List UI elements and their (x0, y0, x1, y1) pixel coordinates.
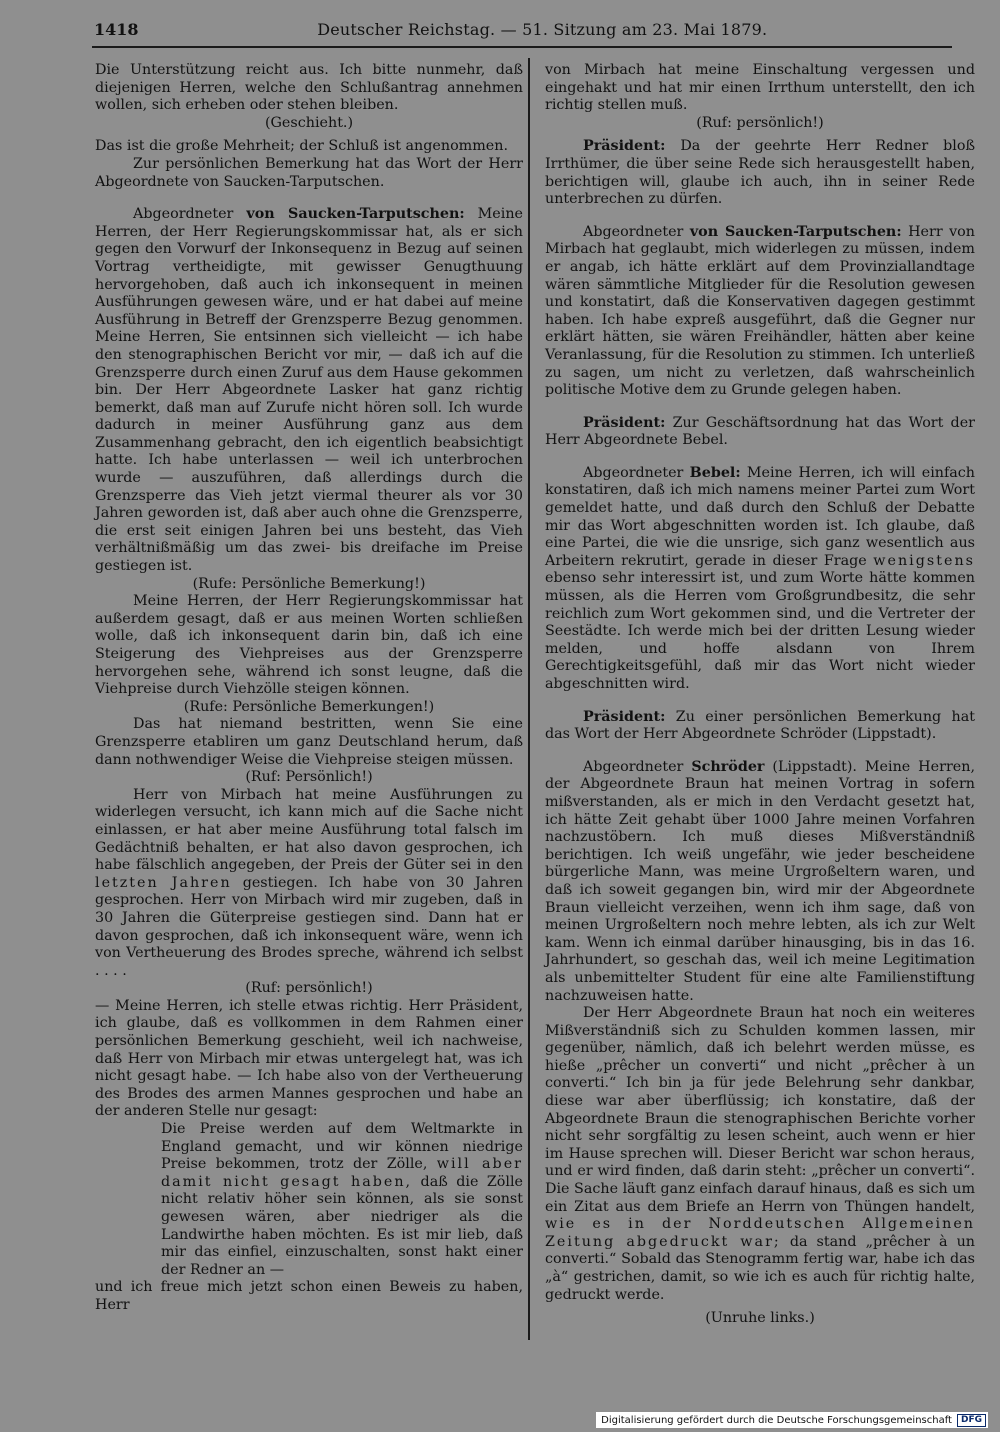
paragraph: — Meine Herren, ich stelle etwas richtig. Herr Präsident, ich glaube, daß es vollkommen in dem Rahmen einer persönlichen Bemerkung geschieht, weil ich nachweise, daß Herr von Mirbach mir etwas untergelegt hat, was ich nicht gesagt habe. — Ich habe also von der Vertheuerung des Brodes des armen Mannes gesprochen und habe an der anderen Stelle nur gesagt: (95, 997, 523, 1120)
text-run: Herr von Mirbach hat meine Ausführungen zu widerlegen versucht, ich kann mich auf die Sache nicht einlassen, er hat aber meine Ausführung total falsch im Gedächtniß behalten, er hat also davon gesprochen, ich habe fälschlich angegeben, der Preis der Güter sei in den (95, 786, 523, 874)
speaker-name: Präsident: (583, 708, 666, 725)
speaker-prefix: Abgeordneter (583, 223, 684, 240)
speaker-prefix: Abgeordneter (583, 758, 684, 775)
speech-paragraph (545, 759, 975, 1005)
interjection: (Unruhe links.) (705, 1310, 815, 1327)
speech-paragraph (545, 415, 975, 450)
speaker-name: Schröder (691, 758, 765, 775)
interjection: (Ruf: persönlich!) (245, 980, 373, 997)
paragraph (95, 787, 523, 981)
paragraph: Das ist die große Mehrheit; der Schluß ist angenommen. (95, 138, 508, 155)
text-run: gestiegen. Ich habe von 30 Jahren gesprochen. Herr von Mirbach wird mir zugeben, daß in 30 Jahren die Güterpreise gestiegen sind. Dann hat er davon gesprochen, daß ich inkonsequent wäre, wenn ich von Vertheuerung des Brodes spreche, während ich selbst . . . . (95, 874, 523, 979)
interjection: (Ruf: Persönlich!) (245, 769, 373, 786)
speech-text: Zur Geschäftsordnung hat das Wort der Herr Abgeordnete Bebel. (545, 414, 976, 449)
paragraph: von Mirbach hat meine Einschaltung vergessen und eingehakt und hat mir einen Irrthum unterstellt, den ich richtig stellen muß. (545, 62, 975, 114)
speaker-name: Präsident: (583, 414, 666, 431)
interjection: (Geschieht.) (264, 114, 354, 131)
emphasis-text: wenigstens (873, 552, 975, 569)
emphasis-text: letzten Jahren (95, 874, 232, 891)
dfg-logo: DFG (957, 1414, 986, 1427)
speech-text: ebenso sehr interessirt ist, und zum Worte hätte kommen müssen, als die Herren vom Großgrundbesitz, die sehr reichlich zum Wort gekommen sind, und die Vertreter der Seestädte. Ich werde mich bei der dritten Lesung wieder melden, und hoffe alsdann von Ihrem Gerechtigkeitsgefühl, daß mir das Wort nicht wieder abgeschnitten wird. (545, 570, 975, 692)
speech-text: Meine Herren, ich will einfach konstatiren, daß ich mich namens meiner Partei zum Wort gemeldet hatte, und daß durch den Schluß der Debatte mir das Wort abgeschnitten worden ist. Ich glaube, daß eine Partei, die wie die unsrige, sich ganz wesentlich aus Arbeitern rekrutirt, gerade in dieser Frage (545, 464, 976, 569)
speech-paragraph (545, 465, 975, 694)
digitization-credit (596, 1412, 988, 1428)
paragraph: Das hat niemand bestritten, wenn Sie eine Grenzsperre etabliren um ganz Deutschland herum, daß dann nothwendiger Weise die Viehpreise steigen müssen. (95, 716, 523, 768)
speech-text: (Lippstadt). Meine Herren, der Abgeordnete Braun hat meinen Vortrag in sofern mißverstanden, als er mich in den Verdacht gesetzt hat, ich hätte Zeit gehabt über 1000 Jahre meinen Vorfahren nachzustöbern. Ich muß dieses Mißverständniß berichtigen. Ich weiß ungefähr, wie jeder bescheidene bürgerliche Mann, was meine Urgroßeltern waren, und daß ich soweit gegangen bin, wird mir der Abgeordnete Braun vielleicht verzeihen, wenn ich ihm sage, daß von meinen Urgroßeltern noch mehre lebten, als ich zur Welt kam. Wenn ich einmal darüber hinausging, bis in das 16. Jahrhundert, so geschah das, weil ich meine Legitimation als unbemittelter Student für eine alte Familienstiftung nachzuweisen hatte. (545, 758, 975, 1004)
header-rule (92, 46, 952, 48)
interjection: (Rufe: Persönliche Bemerkungen!) (183, 698, 435, 715)
speech-paragraph (545, 138, 975, 208)
speech-text: Meine Herren, der Herr Regierungskommissar hat, als er sich gegen den Vorwurf der Inkonsequenz in Bezug auf seinen Vortrag vertheidigte, mit gewisser Genugthuung hervorgehoben, daß auch ich inkonsequent in meinen Ausführungen gewesen wäre, und er hat dabei auf meine Ausführung in Betreff der Grenzsperre Bezug genommen. Meine Herren, Sie entsinnen sich vielleicht — ich habe den stenographischen Bericht vor mir, — daß ich auf die Grenzsperre durch einen Zuruf aus dem Hause gekommen bin. Der Herr Abgeordnete Lasker hat ganz richtig bemerkt, daß man auf Zurufe nicht hören soll. Ich wurde dadurch in meiner Ausführung ganz aus dem Zusammenhang gebracht, den ich eigentlich beabsichtigt hatte. Ich habe unterlassen — weil ich unterbrochen wurde — auszuführen, daß allerdings durch die Grenzsperre das Vieh jetzt viermal theurer als vor 30 Jahren geworden ist, daß aber auch ohne die Grenzsperre, die erst seit einigen Jahren bei uns besteht, das Vieh verhältnißmäßig um das zwei- bis dreifache im Preise gestiegen ist. (95, 206, 523, 575)
text-run: Der Herr Abgeordnete Braun hat noch ein weiteres Mißverständniß sich zu Schulden kommen lassen, mir gegenüber, nämlich, daß ich belehrt werden müsse, es hieße „prêcher un converti“ und nicht „prêcher à un converti.“ Ich bin ja für jede Belehrung sehr dankbar, diese war aber überflüssig; ich konstatire, daß der Abgeordnete Braun die stenographischen Berichte vorher nicht sehr sorgfältig zu lesen scheint, auch wenn er hier im Hause sprechen will. Dieser Bericht war schon heraus, und er wird finden, daß darin steht: „prêcher un converti“. Die Sache läuft ganz einfach darauf hinaus, daß es sich um ein Zitat aus dem Briefe an Herrn von Thüngen handelt, (545, 1005, 976, 1215)
paragraph: Zur persönlichen Bemerkung hat das Wort der Herr Abgeordnete von Saucken-Tarputschen. (95, 155, 523, 190)
speaker-name: von Saucken-Tarputschen: (246, 206, 465, 223)
interjection: (Rufe: Persönliche Bemerkung!) (192, 575, 426, 592)
speech-text: Da der geehrte Herr Redner bloß Irrthümer, die über seine Rede sich herausgestellt haben, berichtigen will, glaube ich auch, ihn in seiner Rede unterbrechen zu dürfen. (545, 138, 976, 208)
text-run: Die Preise werden auf dem Weltmarkte in England gemacht, und wir können niedrige Preise bekommen, trotz der Zölle, (161, 1121, 523, 1173)
block-quote (161, 1121, 523, 1279)
speech-paragraph (545, 709, 975, 744)
credit-text: Digitalisierung gefördert durch die Deutsche Forschungsgemeinschaft (601, 1414, 952, 1426)
speech-paragraph (545, 224, 975, 400)
page-header (94, 14, 946, 44)
column-divider (528, 58, 530, 1340)
speaker-name: von Saucken-Tarputschen: (689, 223, 902, 240)
paragraph: und ich freue mich jetzt schon einen Beweis zu haben, Herr (95, 1279, 523, 1313)
paragraph: Meine Herren, der Herr Regierungskommissar hat außerdem gesagt, daß er aus meinen Worten schließen wolle, daß ich inkonsequent darin bin, daß ich eine Steigerung des Viehpreises aus der Grenzsperre hervorgehen sehe, während ich sonst leugne, daß die Viehpreise durch Viehzölle steigen können. (95, 593, 523, 698)
speech-text: Zu einer persönlichen Bemerkung hat das Wort der Herr Abgeordnete Schröder (Lippstadt). (545, 708, 976, 743)
left-column (95, 62, 523, 1315)
text-run: daß die Zölle nicht relativ höher sein können, als sie sonst gewesen wären, aber niedriger als die Landwirthe haben möchten. Es ist mir lieb, daß mir das einfiel, einzuschalten, sonst hakt einer der Redner an — (161, 1173, 523, 1278)
interjection: (Ruf: persönlich!) (696, 114, 824, 131)
speech-paragraph (95, 206, 523, 575)
paragraph (545, 1005, 975, 1304)
right-column (545, 62, 975, 1328)
speech-text: Herr von Mirbach hat geglaubt, mich widerlegen zu müssen, indem er angab, ich hätte erklärt auf dem Provinziallandtage wären sämmtliche Mitglieder für die Resolution gewesen und konstatirt, daß die Konservativen dagegen gestimmt haben. Ich habe expreß ausgeführt, daß die Gegner nur erklärt hätten, sie wären Freihändler, hätten aber keine Veranlassung, für die Resolution zu stimmen. Ich unterließ zu sagen, um nicht zu verletzen, daß wahrscheinlich politische Motive dem zu Grunde gelegen haben. (545, 223, 975, 399)
emphasis-text: will aber damit nicht gesagt haben, (161, 1156, 523, 1190)
page-number: 1418 (94, 19, 139, 39)
paragraph: Die Unterstützung reicht aus. Ich bitte nunmehr, daß diejenigen Herren, welche den Schlußantrag annehmen wollen, sich erheben oder stehen bleiben. (95, 62, 523, 114)
text-run: da stand „prêcher à un converti.“ Sobald das Stenogramm fertig war, habe ich das „à“ gestrichen, damit, so wie ich es auch für richtig halte, gedruckt werde. (545, 1233, 976, 1303)
speaker-prefix: Abgeordneter (133, 206, 234, 223)
page-title: Deutscher Reichstag. — 51. Sitzung am 23. Mai 1879. (317, 19, 768, 39)
speaker-prefix: Abgeordneter (583, 464, 684, 481)
speaker-name: Präsident: (583, 138, 666, 155)
emphasis-text: wie es in der Norddeutschen Allgemeinen Zeitung abgedruckt war; (545, 1216, 975, 1250)
speaker-name: Bebel: (689, 464, 741, 481)
